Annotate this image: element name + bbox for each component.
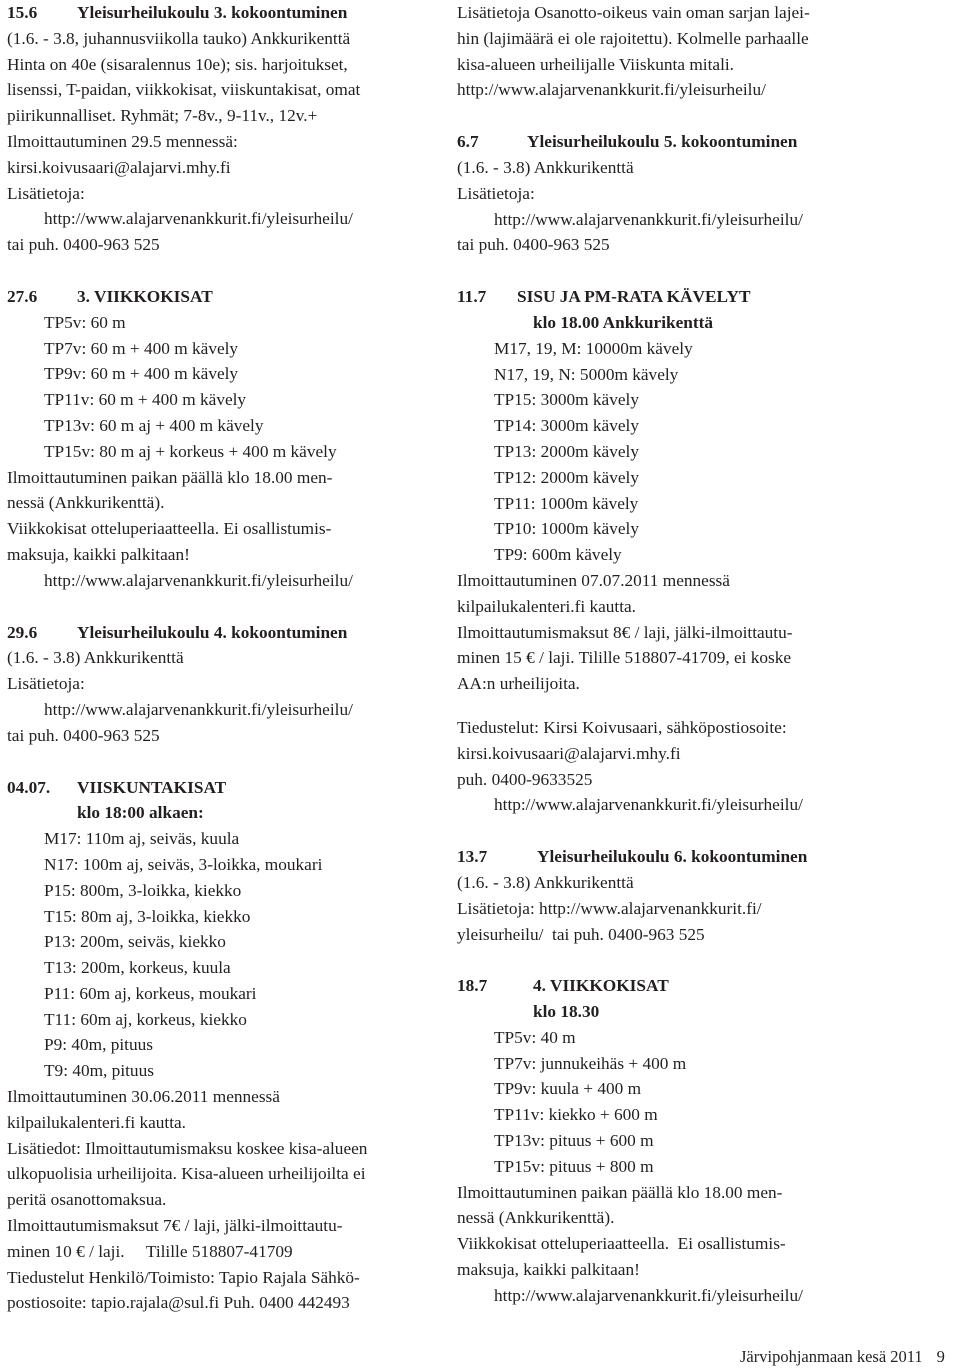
event-title: Yleisurheilukoulu 6. kokoontuminen [537,847,808,867]
list-item: N17: 100m aj, seiväs, 3-loikka, moukari [44,854,323,874]
list-item: TP9v: kuula + 400 m [494,1079,642,1099]
text-line: Ilmoittautumismaksut 7€ / laji, jälki-ilmoittautu- [7,1216,343,1236]
text-line: minen 10 € / laji. Tilille 518807-41709 [7,1241,293,1261]
url-text: http://www.alajarvenankkurit.fi/yleisurheilu/ [457,80,766,100]
event-heading [7,775,437,801]
list-item: TP13v: 60 m aj + 400 m kävely [44,415,264,435]
text-line: Hinta on 40e (sisaralennus 10e); sis. harjoitukset, [7,54,348,74]
event-subtitle: klo 18:00 alkaen: [77,803,204,823]
text-line: Ilmoittautumismaksut 8€ / laji, jälki-ilmoittautu- [457,622,793,642]
list-item: M17, 19, M: 10000m kävely [494,338,693,358]
event-date: 27.6 [7,286,38,306]
event-subtitle: klo 18.30 [533,1002,600,1022]
event-title: Yleisurheilukoulu 5. kokoontuminen [527,132,798,152]
event-yleisurheilukoulu-6 [457,844,897,947]
event-title: 4. VIIKKOKISAT [533,976,669,996]
text-line: nessä (Ankkurikenttä). [7,493,165,513]
text-line: Ilmoittautuminen 07.07.2011 mennessä [457,570,730,590]
event-heading [457,844,897,870]
email-text: kirsi.koivusaari@alajarvi.mhy.fi [457,743,681,763]
url-text: http://www.alajarvenankkurit.fi/yleisurheilu/ [44,209,353,229]
text-line: nessä (Ankkurikenttä). [457,1208,615,1228]
event-title: VIISKUNTAKISAT [77,777,227,797]
text-line: Lisätietoja: http://www.alajarvenankkurit.fi/ [457,898,762,918]
text-line: Lisätiedot: Ilmoittautumismaksu koskee kisa-alueen [7,1138,368,1158]
event-3-viikkokisat [7,284,437,594]
event-yleisurheilukoulu-5 [457,129,897,258]
list-item: TP7v: junnukeihäs + 400 m [494,1053,687,1073]
list-item: TP10: 1000m kävely [494,519,639,539]
list-item: P9: 40m, pituus [44,1035,153,1055]
text-line: Viikkokisat otteluperiaatteella. Ei osallistumis- [457,1234,786,1254]
event-viiskuntakisat [7,775,437,1317]
event-date: 13.7 [457,847,488,867]
text-line: Ilmoittautuminen paikan päällä klo 18.00 men- [7,467,333,487]
text-line: (1.6. - 3.8) Ankkurikenttä [457,157,634,177]
publication-title: Järvipohjanmaan kesä 2011 [740,1347,923,1366]
url-text: http://www.alajarvenankkurit.fi/yleisurheilu/ [494,1285,803,1305]
text-line: (1.6. - 3.8, juhannusviikolla tauko) Ankkurikenttä [7,28,351,48]
list-item: T13: 200m, korkeus, kuula [44,958,231,978]
list-item: M17: 110m aj, seiväs, kuula [44,829,240,849]
text-line: AA:n urheilijoita. [457,674,580,694]
event-title: Yleisurheilukoulu 3. kokoontuminen [77,3,348,22]
phone-text: tai puh. 0400-963 525 [7,725,160,745]
list-item: TP13: 2000m kävely [494,441,639,461]
left-column [7,0,437,1316]
text-line: kilpailukalenteri.fi kautta. [457,596,636,616]
list-item: TP11: 1000m kävely [494,493,639,513]
text-line: postiosoite: tapio.rajala@sul.fi Puh. 0400 442493 [7,1293,350,1313]
viiskunta-info [457,0,897,103]
text-line: (1.6. - 3.8) Ankkurikenttä [457,872,634,892]
list-item: TP14: 3000m kävely [494,416,639,436]
text-line: maksuja, kaikki palkitaan! [457,1260,640,1280]
event-date: 11.7 [457,287,487,307]
list-item: TP11v: kiekko + 600 m [494,1105,658,1125]
event-heading [7,0,437,26]
event-date: 04.07. [7,777,51,797]
text-line: Lisätietoja Osanotto-oikeus vain oman sarjan lajei- [457,3,810,22]
text-line: kilpailukalenteri.fi kautta. [7,1112,186,1132]
list-item: T11: 60m aj, korkeus, kiekko [44,1009,247,1029]
event-4-viikkokisat [457,973,897,1308]
text-line: (1.6. - 3.8) Ankkurikenttä [7,648,184,668]
text-line: Lisätietoja: [7,183,85,203]
text-line: lisenssi, T-paidan, viikkokisat, viiskuntakisat, omat [7,80,361,100]
list-item: TP9: 600m kävely [494,545,622,565]
list-item: TP5v: 60 m [44,312,126,332]
list-item: TP11v: 60 m + 400 m kävely [44,390,247,410]
right-column [457,0,897,1309]
list-item: TP12: 2000m kävely [494,467,639,487]
event-date: 18.7 [457,976,488,996]
list-item: P11: 60m aj, korkeus, moukari [44,983,257,1003]
phone-text: tai puh. 0400-963 525 [7,235,160,255]
text-line: Lisätietoja: [457,183,535,203]
list-item: P13: 200m, seiväs, kiekko [44,932,226,952]
text-line: Viikkokisat otteluperiaatteella. Ei osallistumis- [7,519,332,539]
event-heading [457,129,897,155]
list-item: TP7v: 60 m + 400 m kävely [44,338,239,358]
list-item: TP15: 3000m kävely [494,390,639,410]
text-line: ulkopuolisia urheilijoita. Kisa-alueen urheilijoilta ei [7,1164,366,1184]
event-date: 15.6 [7,3,38,22]
event-heading [457,284,897,310]
text-line: peritä osanottomaksua. [7,1190,167,1210]
url-text: http://www.alajarvenankkurit.fi/yleisurheilu/ [44,570,353,590]
text-line: yleisurheilu/ tai puh. 0400-963 525 [457,924,705,944]
event-title: SISU JA PM-RATA KÄVELYT [517,287,751,307]
event-heading [457,973,897,999]
list-item: T9: 40m, pituus [44,1061,154,1081]
text-line: hin (lajimäärä ei ole rajoitettu). Kolmelle parhaalle [457,28,809,48]
event-date: 6.7 [457,132,479,152]
text-line: minen 15 € / laji. Tilille 518807-41709, ei koske [457,648,792,668]
list-item: TP15v: pituus + 800 m [494,1156,654,1176]
list-item: T15: 80m aj, 3-loikka, kiekko [44,906,251,926]
page-footer [740,1344,945,1370]
event-sisu-pm-rata-kavelyt [457,284,897,818]
list-item: P15: 800m, 3-loikka, kiekko [44,880,242,900]
list-item: TP9v: 60 m + 400 m kävely [44,364,239,384]
event-yleisurheilukoulu-4 [7,620,437,749]
text-line: Tiedustelut: Kirsi Koivusaari, sähköpostiosoite: [457,717,787,737]
page-number: 9 [936,1347,945,1366]
event-subtitle: klo 18.00 Ankkurikenttä [533,312,714,332]
list-item: TP15v: 80 m aj + korkeus + 400 m kävely [44,441,337,461]
text-line: piirikunnalliset. Ryhmät; 7-8v., 9-11v., 12v.+ [7,106,318,126]
text-line: Ilmoittautuminen 30.06.2011 mennessä [7,1087,280,1107]
url-text: http://www.alajarvenankkurit.fi/yleisurheilu/ [494,795,803,815]
list-item: TP5v: 40 m [494,1027,576,1047]
list-item: N17, 19, N: 5000m kävely [494,364,679,384]
event-heading [7,620,437,646]
text-line: Ilmoittautuminen 29.5 mennessä: [7,131,238,151]
list-item: TP13v: pituus + 600 m [494,1131,654,1151]
text-line: Tiedustelut Henkilö/Toimisto: Tapio Rajala Sähkö- [7,1267,360,1287]
url-text: http://www.alajarvenankkurit.fi/yleisurheilu/ [44,699,353,719]
phone-text: puh. 0400-9633525 [457,769,593,789]
email-text: kirsi.koivusaari@alajarvi.mhy.fi [7,157,231,177]
text-line: maksuja, kaikki palkitaan! [7,544,190,564]
text-line: Ilmoittautuminen paikan päällä klo 18.00 men- [457,1182,783,1202]
event-yleisurheilukoulu-3 [7,0,437,258]
event-title: Yleisurheilukoulu 4. kokoontuminen [77,622,348,642]
url-text: http://www.alajarvenankkurit.fi/yleisurheilu/ [494,209,803,229]
text-line: kisa-alueen urheilijalle Viiskunta mitali. [457,54,734,74]
text-line: Lisätietoja: [7,674,85,694]
event-heading [7,284,437,310]
event-date: 29.6 [7,622,38,642]
event-title: 3. VIIKKOKISAT [77,286,213,306]
phone-text: tai puh. 0400-963 525 [457,235,610,255]
